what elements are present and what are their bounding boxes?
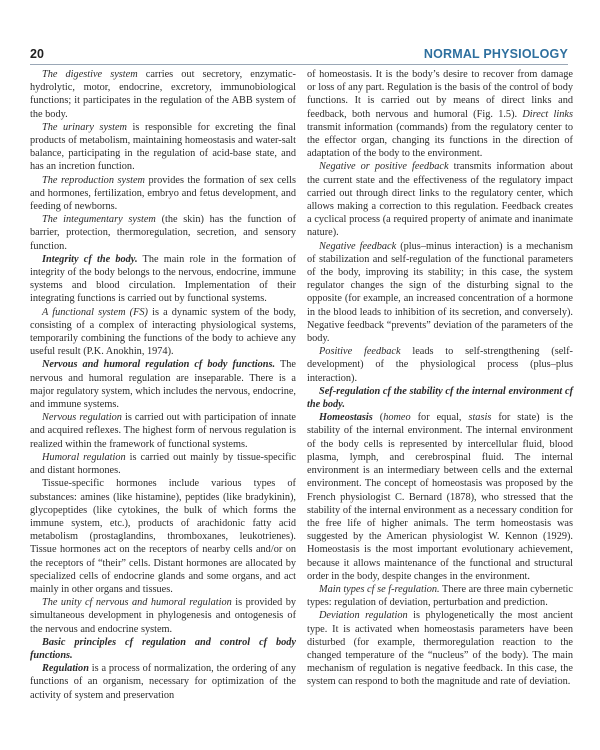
paragraph-text: Tissue-specific hormones include various types of substances: amines (like histamine), peptides (like bradykinin), glycopeptides (like cytokines, the bulk of which forms the immune system, etc.), products of arachidonic fatty acid metabolism (prostaglandins, thromboxanes, leukotrienes). Tissue hormones act on the receptors of nearby cells and/or on the receptors of “their” cells. Distant hormones are allocated by specialized cells of endocrine glands and some organs, and act mainly in other organs and tissues. xyxy=(30,478,296,595)
term: Negative feedback xyxy=(319,240,397,252)
paragraph-text: (the skin) has the function of barrier, protection, thermoregulation, secretion, and sensory function. xyxy=(30,214,297,252)
term: Main types cf se f-regulation. xyxy=(319,583,440,595)
term: stasis xyxy=(468,412,492,424)
paragraph-positive-feedback xyxy=(307,345,573,385)
paragraph-humoral-regulation xyxy=(30,451,296,477)
left-column xyxy=(30,68,296,702)
paragraph-integrity xyxy=(30,253,296,306)
subheading: Integrity cf the body. xyxy=(42,253,138,265)
page-header xyxy=(30,42,568,65)
paragraph-tissue-hormones xyxy=(30,477,296,596)
term: Positive feedback xyxy=(319,346,401,358)
subheading: Homeostasis xyxy=(319,412,373,424)
paragraph-urinary-system xyxy=(30,121,296,174)
paragraph-text: There are three main cybernetic types: regulation of deviation, perturbation and prediction. xyxy=(307,583,573,609)
paragraph-unity xyxy=(30,596,296,636)
paragraph-text: transmits information about the current state and the effectiveness of the regulatory impact carried out through direct links to the regulatory center, which allows making a correction to this regulation. Feedback creates a cyclical process (a required property of animate and inanimate nature). xyxy=(307,161,573,239)
term: A functional system (FS) xyxy=(42,306,148,318)
paragraph-text: The main role in the formation of integrity of the body belongs to the nervous, endocrine, immune systems and blood circulation. Implementation of their integrating functions is carried out by functional systems. xyxy=(30,253,296,305)
paragraph-text: is carried out with participation of innate and acquired reflexes. The highest form of nervous regulation is realized within the framework of functional systems. xyxy=(30,412,296,450)
paragraph-nervous-regulation xyxy=(30,411,296,451)
paragraph-self-regulation-heading xyxy=(307,385,573,411)
term: Nervous regulation xyxy=(42,412,122,424)
subheading: Nervous and humoral regulation cf body functions. xyxy=(42,359,276,371)
paragraph-text: for equal, xyxy=(410,412,469,424)
paragraph-text: is a dynamic system of the body, consisting of a complex of interacting physiological systems, temporarily combining the functions of the body to achieve any useful result (P.K. Anokhin, 1974). xyxy=(30,306,296,358)
right-column xyxy=(307,68,573,689)
paragraph-text: provides the formation of sex cells and hormones, fertilization, embryo and fetus development, and feeding of newborns. xyxy=(30,174,296,213)
subheading: Basic principles cf regulation and control cf body functions. xyxy=(30,636,296,661)
paragraph-reproduction-system xyxy=(30,174,296,214)
term: The digestive system xyxy=(42,69,138,80)
paragraph-homeostasis xyxy=(307,411,573,583)
term: Negative or positive feedback xyxy=(319,161,449,173)
paragraph-digestive-system xyxy=(30,68,296,121)
paragraph-text: is phylogenetically the most ancient type. It is activated when homeostasis parameters have been disturbed (for example, thermoregulation reaction to the changed temperature of the “nucleus” of the body). The main mechanism of regulation is negative feedback. In this case, the system can respond to both the magnitude and rate of deviation. xyxy=(307,610,573,688)
paragraph-basic-principles xyxy=(30,636,296,662)
term: The unity cf nervous and humoral regulation xyxy=(42,597,232,609)
subheading: Regulation xyxy=(42,663,89,675)
paragraph-text: is carried out mainly by tissue-specific and distant hormones. xyxy=(30,451,296,477)
page-number: 20 xyxy=(30,47,44,61)
term: The reproduction system xyxy=(42,174,145,186)
paragraph-text: is a process of normalization, the ordering of any functions of an organism, necessary for optimization of the activity of system and preservation xyxy=(30,663,296,701)
paragraph-text: ( xyxy=(372,412,384,424)
subheading: Sef-regulation cf the stability cf the internal environment cf the body. xyxy=(307,385,573,411)
paragraph-integumentary-system xyxy=(30,213,296,253)
paragraph-text: carries out secretory, enzymatic-hydrolytic, motor, endocrine, excretory, immunobiological functions; it participates in the regulation of the ABB system of the body. xyxy=(30,69,296,120)
paragraph-negative-feedback xyxy=(307,240,573,346)
term: Deviation regulation xyxy=(319,610,408,622)
paragraph-text: leads to self-strengthening (self-development) of the physiological process (plus–plus interaction). xyxy=(307,346,573,384)
paragraph-deviation-regulation xyxy=(307,609,573,688)
paragraph-text: is responsible for excreting the final products of metabolism, maintaining homeostasis and water-salt balance, participating in the regulation of acid-base state, and has an incretion function. xyxy=(30,121,297,173)
term: homeo xyxy=(383,412,411,424)
term: Humoral regulation xyxy=(42,451,126,463)
paragraph-text: for state) is the stability of the internal environment. The internal environment of the body cells is represented by intercellular fluid, blood plasma, lymph, and cerebrospinal fluid. The internal environment is an intermediary between cells and the external environment. The concept of homeostasis was proposed by the French physiologist C. Bernard (1878), who stressed that the stability of the internal environment as a necessary condition for the free life of higher animals. The term homeostasis was suggested by the American physiologist W. Kennon (1929). Homeostasis is the most important evolutionary achievement, because it allows maintenance of the functional and structural order in the body, despite changes in the environment. xyxy=(307,412,573,582)
paragraph-main-types xyxy=(307,583,573,609)
term: The urinary system xyxy=(42,121,127,133)
paragraph-homeostasis-continued xyxy=(307,68,573,160)
paragraph-regulation xyxy=(30,662,296,702)
paragraph-text: of homeostasis. It is the body’s desire to recover from damage or loss of any part. Regulation is the basis of the control of body functions. It is carried out by means of direct links and feedback, both nervous and humoral (Fig. 1.5). xyxy=(307,69,573,120)
paragraph-text: The nervous and humoral regulation are inseparable. There is a major regulatory system, which includes the nervous, endocrine, and immune systems. xyxy=(30,359,296,411)
paragraph-text: (plus–minus interaction) is a mechanism of stabilization and self-regulation of the functional parameters of the body, improving its stability; in this case, the system regulator changes the sign of the disturbing signal to the opposite (for example, an increased concentration of a hormone in the blood leads to inhibition of its secretion, and conversely). Negative feedback “prevents” deviation of the parameters of the body. xyxy=(307,240,573,345)
paragraph-text: is provided by simultaneous development in phylogenesis and ontogenesis of the nervous and endocrine system. xyxy=(30,597,296,635)
paragraph-feedback xyxy=(307,160,573,239)
term: The integumentary system xyxy=(42,214,156,226)
paragraph-text: transmit information (commands) from the regulatory center to the effector organ, changing its functions in the direction of adaptation of the body to the environment. xyxy=(307,121,573,160)
paragraph-nervous-humoral xyxy=(30,358,296,411)
term: Direct links xyxy=(522,108,574,120)
paragraph-functional-system xyxy=(30,306,296,359)
running-head: NORMAL PHYSIOLOGY xyxy=(423,47,568,61)
